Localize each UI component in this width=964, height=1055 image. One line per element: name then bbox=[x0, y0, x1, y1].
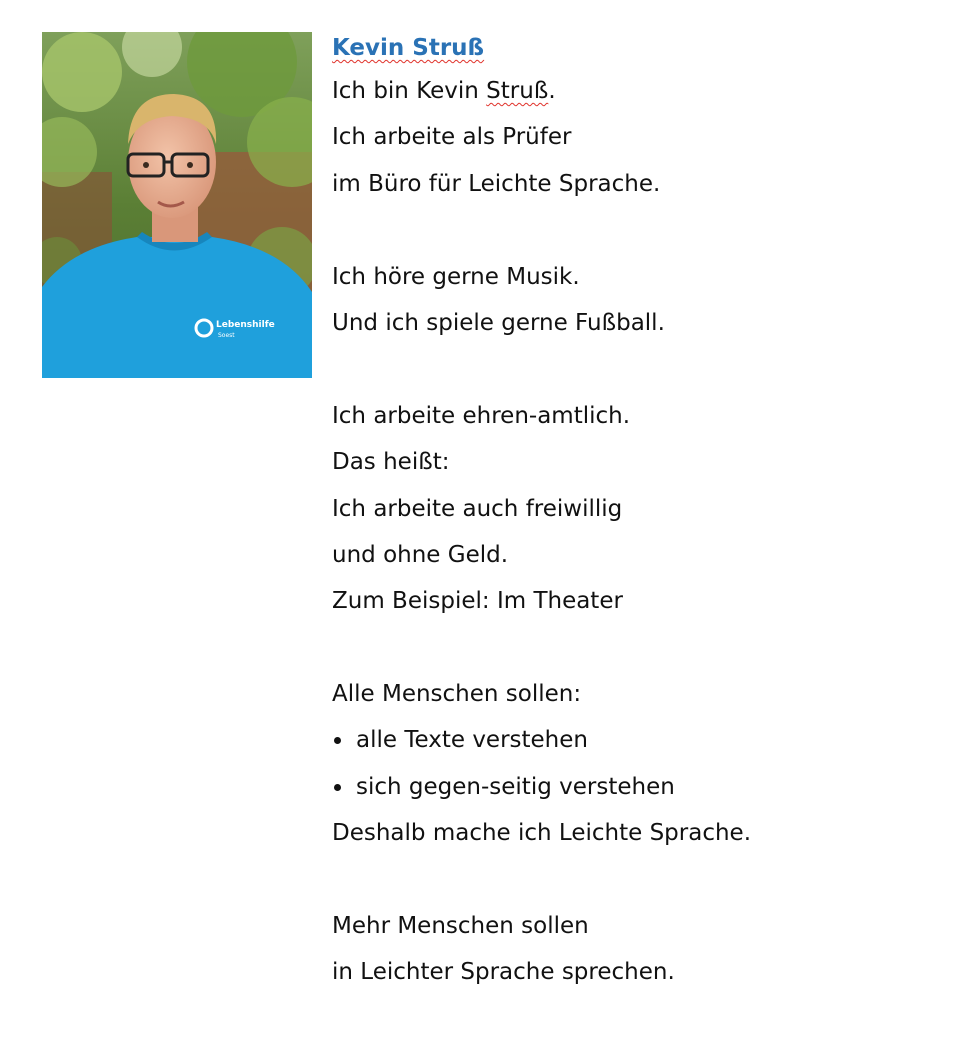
volunteer-line-4: und ohne Geld. bbox=[332, 541, 509, 568]
profile-text bbox=[332, 28, 942, 996]
volunteer-line-5: Zum Beispiel: Im Theater bbox=[332, 588, 623, 615]
page-title bbox=[332, 28, 942, 68]
paragraph-gap bbox=[332, 346, 942, 392]
bullet-icon bbox=[334, 737, 341, 744]
intro-name: Struß bbox=[486, 78, 549, 104]
paragraph-gap bbox=[332, 207, 942, 253]
hobbies-line-1: Ich höre gerne Musik. bbox=[332, 263, 580, 290]
goals-intro: Alle Menschen sollen: bbox=[332, 681, 582, 708]
profile-photo bbox=[42, 32, 312, 378]
closing-line-2: in Leichter Sprache sprechen. bbox=[332, 959, 675, 986]
portrait-photo-icon bbox=[42, 32, 312, 378]
bullet-icon bbox=[334, 784, 341, 791]
paragraph-gap bbox=[332, 857, 942, 903]
volunteer-line-2: Das heißt: bbox=[332, 449, 450, 476]
name-heading: Kevin Struß bbox=[332, 35, 485, 61]
intro-text: Ich bin Kevin bbox=[332, 78, 487, 104]
bullet-text: alle Texte verstehen bbox=[356, 727, 588, 754]
goals-bullet-2 bbox=[332, 764, 942, 810]
bullet-text: sich gegen-seitig verstehen bbox=[356, 773, 675, 800]
volunteer-line-1: Ich arbeite ehren-amtlich. bbox=[332, 402, 631, 429]
intro-line-1 bbox=[332, 68, 942, 114]
shirt-logo-sub: Soest bbox=[218, 332, 235, 339]
intro-period: . bbox=[548, 78, 556, 104]
goals-conclusion: Deshalb mache ich Leichte Sprache. bbox=[332, 820, 752, 847]
intro-line-3: im Büro für Leichte Sprache. bbox=[332, 170, 661, 197]
shirt-logo-text: Lebenshilfe bbox=[216, 320, 275, 330]
hobbies-line-2: Und ich spiele gerne Fußball. bbox=[332, 309, 665, 336]
volunteer-line-3: Ich arbeite auch freiwillig bbox=[332, 495, 623, 522]
goals-bullet-1 bbox=[332, 717, 942, 763]
closing-line-1: Mehr Menschen sollen bbox=[332, 913, 589, 940]
intro-line-2: Ich arbeite als Prüfer bbox=[332, 124, 572, 151]
paragraph-gap bbox=[332, 625, 942, 671]
